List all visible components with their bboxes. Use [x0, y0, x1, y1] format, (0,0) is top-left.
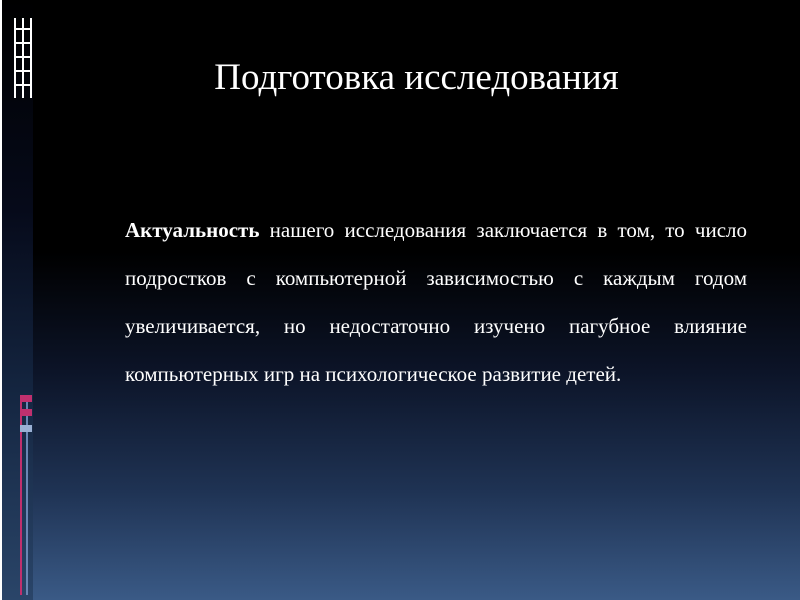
left-edge-line [0, 0, 2, 600]
deco-marker [20, 409, 32, 416]
deco-horizontal-line [14, 28, 32, 30]
deco-marker [20, 395, 32, 402]
deco-vertical-bar [14, 18, 16, 98]
deco-vertical-bar [22, 18, 24, 98]
slide-title: Подготовка исследования [214, 57, 619, 98]
body-text-rest: нашего исследования заключается в том, то число подростков с компьютерной зависимостью с каждым годом увеличивается, но недостаточно изучено пагубное влияние компьютерных игр на психологическое развитие детей. [125, 218, 747, 386]
slide-body-text [125, 206, 747, 398]
deco-horizontal-line [14, 84, 32, 86]
top-decorative-lines [14, 18, 32, 98]
bottom-decorative-lines [20, 395, 32, 595]
deco-horizontal-line [14, 70, 32, 72]
deco-marker [20, 425, 32, 432]
body-bold-term: Актуальность [125, 218, 260, 242]
deco-horizontal-line [14, 56, 32, 58]
deco-vertical-bar [30, 18, 32, 98]
deco-horizontal-line [14, 42, 32, 44]
